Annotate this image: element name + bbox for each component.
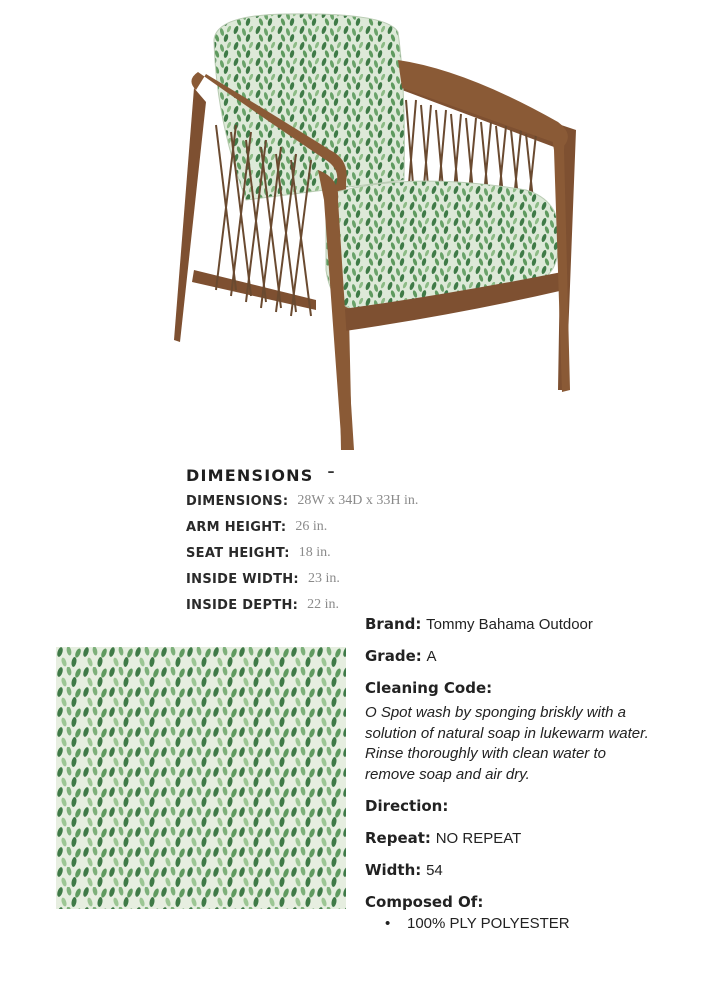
composition-value: 100% PLY POLYESTER <box>407 915 570 932</box>
width-label: Width: <box>365 861 422 879</box>
dimension-value: 22 in. <box>307 597 340 612</box>
dimension-row-overall <box>186 488 526 514</box>
grade-label: Grade: <box>365 647 422 665</box>
composed-of-list <box>365 914 665 934</box>
dimension-row-arm-height <box>186 514 526 540</box>
fabric-swatch-image[interactable] <box>56 647 346 909</box>
brand-value: Tommy Bahama Outdoor <box>426 616 593 633</box>
dimensions-section <box>186 462 526 618</box>
dimension-value: 28W x 34D x 33H in. <box>297 493 419 508</box>
dimension-label: INSIDE WIDTH: <box>186 571 299 587</box>
repeat-row <box>365 828 665 849</box>
list-item <box>365 914 665 934</box>
bullet-icon: • <box>385 915 391 932</box>
direction-label: Direction: <box>365 797 449 815</box>
direction-row <box>365 796 665 817</box>
collapse-toggle-icon[interactable]: – <box>327 464 335 480</box>
brand-row <box>365 614 665 635</box>
dimensions-title: DIMENSIONS <box>186 465 314 485</box>
composed-of-label: Composed Of: <box>365 893 484 911</box>
dimension-value: 26 in. <box>295 519 328 534</box>
brand-label: Brand: <box>365 615 422 633</box>
dimension-label: ARM HEIGHT: <box>186 519 287 535</box>
chair-product-image <box>166 10 578 458</box>
composed-of-row <box>365 892 665 912</box>
dimension-label: DIMENSIONS: <box>186 493 289 509</box>
cleaning-code-description: O Spot wash by sponging briskly with a solution of natural soap in lukewarm water. Rinse thoroughly with clean water to remove soap and air dry. <box>365 704 649 783</box>
dimension-row-inside-width <box>186 566 526 592</box>
dimension-value: 18 in. <box>298 545 331 560</box>
width-value: 54 <box>426 862 443 879</box>
dimensions-header[interactable] <box>186 462 526 488</box>
repeat-value: NO REPEAT <box>435 830 522 847</box>
dimension-value: 23 in. <box>307 571 340 586</box>
dimension-label: INSIDE DEPTH: <box>186 597 299 613</box>
repeat-label: Repeat: <box>365 829 431 847</box>
cleaning-code-label: Cleaning Code: <box>365 679 493 697</box>
fabric-specs <box>365 614 665 934</box>
cleaning-code-row <box>365 678 665 698</box>
width-row <box>365 860 665 881</box>
dimension-row-seat-height <box>186 540 526 566</box>
grade-value: A <box>426 648 437 665</box>
dimension-label: SEAT HEIGHT: <box>186 545 290 561</box>
grade-row <box>365 646 665 667</box>
